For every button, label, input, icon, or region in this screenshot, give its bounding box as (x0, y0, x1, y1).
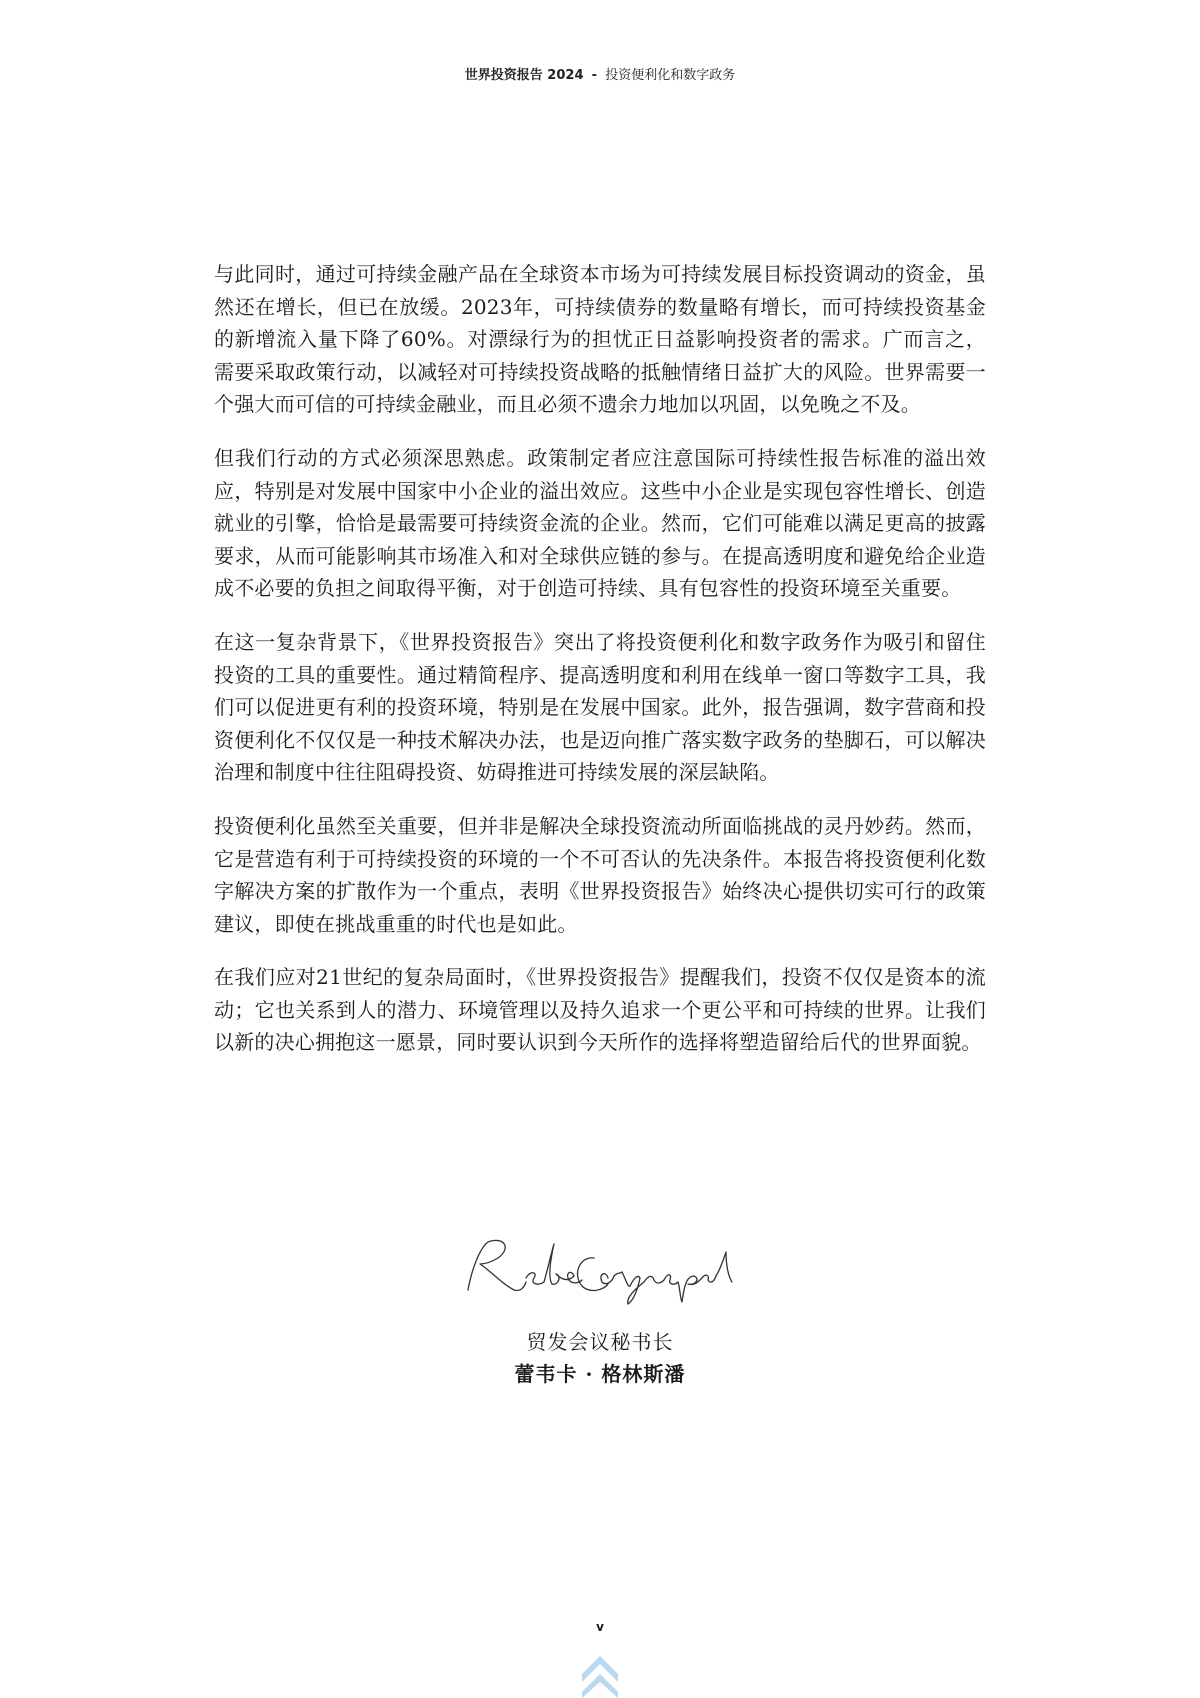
paragraph-2: 但我们行动的方式必须深思熟虑。政策制定者应注意国际可持续性报告标准的溢出效应，特别是对发展中国家中小企业的溢出效应。这些中小企业是实现包容性增长、创造就业的引擎，恰恰是最需要可持续资金流的企业。然而，它们可能难以满足更高的披露要求，从而可能影响其市场准入和对全球供应链的参与。在提高透明度和避免给企业造成不必要的负担之间取得平衡，对于创造可持续、具有包容性的投资环境至关重要。 (214, 445, 986, 601)
paragraph-4: 投资便利化虽然至关重要，但并非是解决全球投资流动所面临挑战的灵丹妙药。然而，它是营造有利于可持续投资的环境的一个不可否认的先决条件。本报告将投资便利化数字解决方案的扩散作为一个重点，表明《世界投资报告》始终决心提供切实可行的政策建议，即使在挑战重重的时代也是如此。 (214, 813, 986, 936)
signatory-name: 蕾韦卡 · 格林斯潘 (514, 1362, 686, 1386)
report-title: 世界投资报告 2024 (464, 68, 584, 83)
scroll-up-chevron-icon[interactable] (578, 1648, 622, 1698)
running-header (0, 64, 1200, 83)
foreword-body (214, 258, 986, 1080)
page-number: v (596, 1620, 604, 1634)
paragraph-5: 在我们应对21世纪的复杂局面时，《世界投资报告》提醒我们，投资不仅仅是资本的流动；它也关系到人的潜力、环境管理以及持久追求一个更公平和可持续的世界。让我们以新的决心拥抱这一愿景，同时要认识到今天所作的选择将塑造留给后代的世界面貌。 (214, 965, 986, 1055)
header-separator: - (591, 68, 598, 83)
handwritten-signature (458, 1228, 738, 1308)
paragraph-3: 在这一复杂背景下，《世界投资报告》突出了将投资便利化和数字政务作为吸引和留住投资的工具的重要性。通过精简程序、提高透明度和利用在线单一窗口等数字工具，我们可以促进更有利的投资环境，特别是在发展中国家。此外，报告强调，数字营商和投资便利化不仅仅是一种技术解决办法，也是迈向推广落实数字政务的垫脚石，可以解决治理和制度中往往阻碍投资、妨碍推进可持续发展的深层缺陷。 (214, 629, 986, 785)
signatory-role: 贸发会议秘书长 (526, 1330, 674, 1354)
report-subtitle: 投资便利化和数字政务 (605, 68, 736, 83)
paragraph-1: 与此同时，通过可持续金融产品在全球资本市场为可持续发展目标投资调动的资金，虽然还在增长，但已在放缓。2023年，可持续债券的数量略有增长，而可持续投资基金的新增流入量下降了60%。对漂绿行为的担忧正日益影响投资者的需求。广而言之，需要采取政策行动，以减轻对可持续投资战略的抵触情绪日益扩大的风险。世界需要一个强大而可信的可持续金融业，而且必须不遗余力地加以巩固，以免晚之不及。 (214, 262, 986, 417)
